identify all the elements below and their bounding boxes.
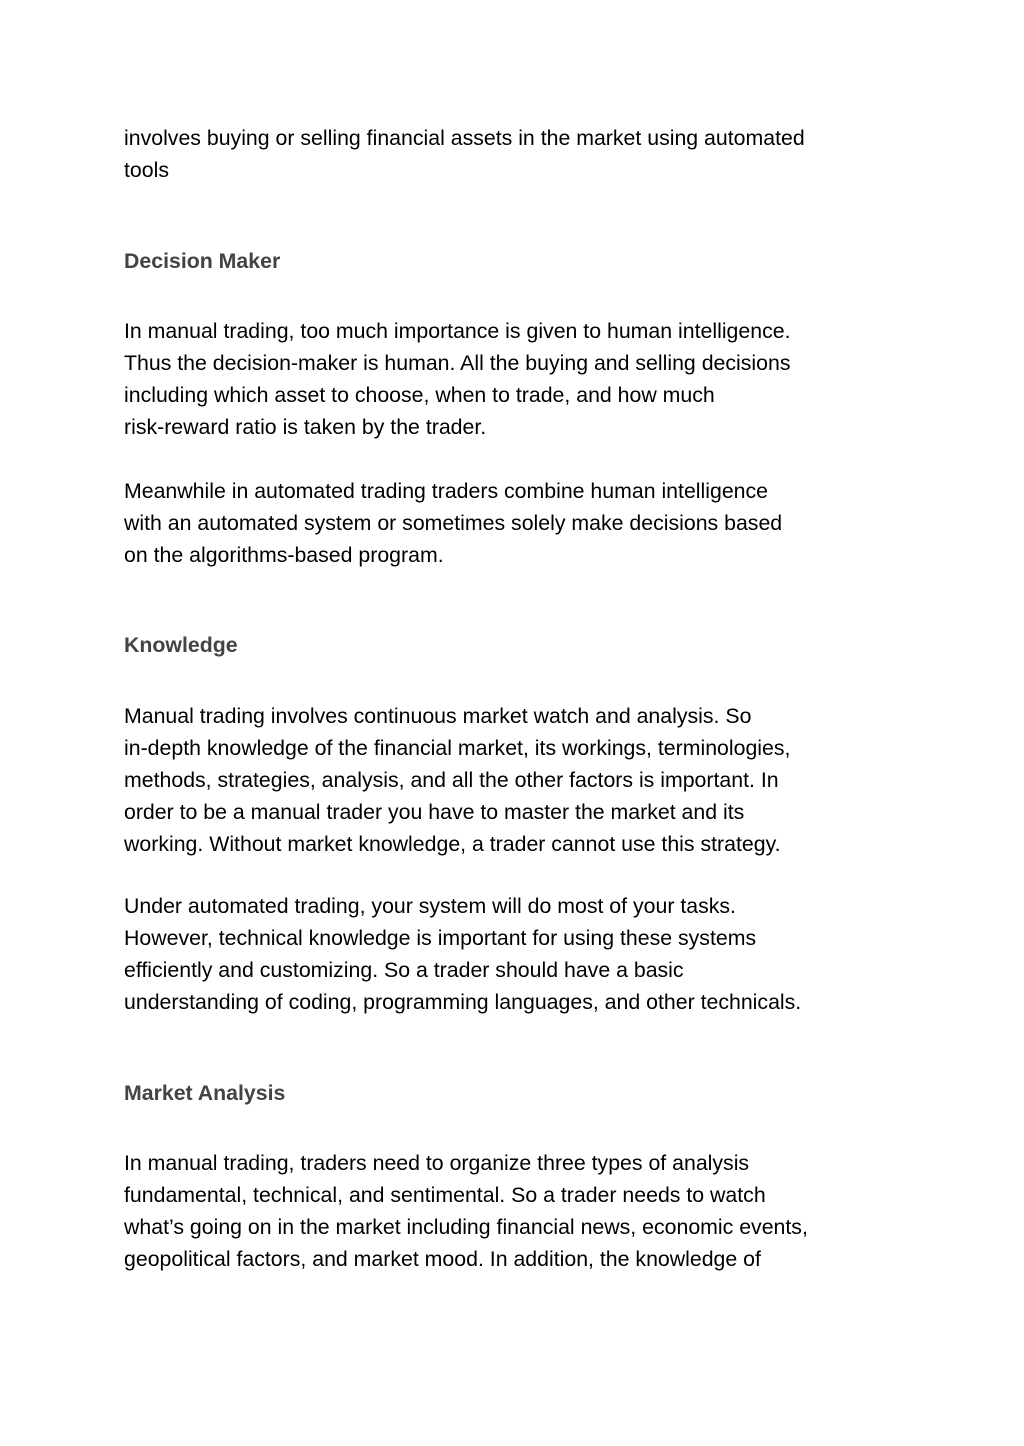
decision-maker-paragraph-1: In manual trading, too much importance is given to human intelligence. Thus the decision-maker is human. All the buying and selling decisions including which asset to choose, when to trade, and how much risk-reward ratio is taken by the trader. <box>124 319 791 439</box>
section-heading-knowledge: Knowledge <box>124 633 238 657</box>
section-heading-decision-maker: Decision Maker <box>124 249 281 273</box>
decision-maker-paragraph-2: Meanwhile in automated trading traders combine human intelligence with an automated system or sometimes solely make decisions based on the algorithms-based program. <box>124 479 783 567</box>
knowledge-paragraph-2: Under automated trading, your system will do most of your tasks. However, technical knowledge is important for using these systems efficiently and customizing. So a trader should have a basic understanding of coding, programming languages, and other technicals. <box>124 894 802 1014</box>
section-heading-market-analysis: Market Analysis <box>124 1081 286 1105</box>
intro-paragraph: involves buying or selling financial assets in the market using automated tools <box>124 126 805 182</box>
knowledge-paragraph-1: Manual trading involves continuous market watch and analysis. So in-depth knowledge of the financial market, its workings, terminologies, methods, strategies, analysis, and all the other factors is important. In order to be a manual trader you have to master the market and its working. Without market knowledge, a trader cannot use this strategy. <box>124 704 791 856</box>
market-analysis-paragraph-1: In manual trading, traders need to organize three types of analysis fundamental, technical, and sentimental. So a trader needs to watch what’s going on in the market including financial news, economic events, geopolitical factors, and market mood. In addition, the knowledge of <box>124 1151 808 1271</box>
